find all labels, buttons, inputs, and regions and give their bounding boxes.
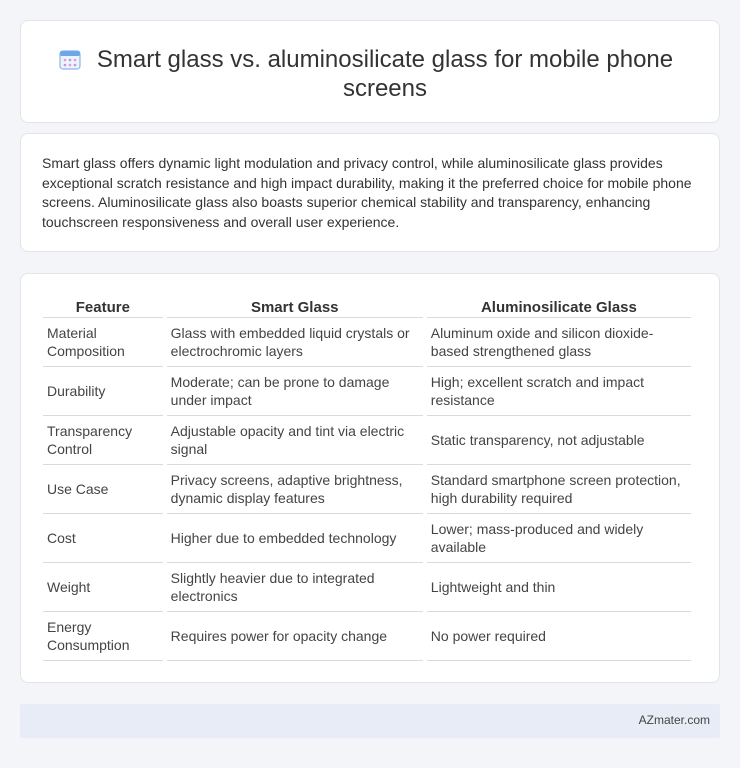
cell-feature: Weight	[43, 563, 163, 612]
table-row	[43, 318, 691, 367]
header-feature: Feature	[43, 296, 163, 318]
cell-feature: Energy Consumption	[43, 612, 163, 661]
cell-aluminosilicate-glass: Lower; mass-produced and widely available	[427, 514, 691, 563]
cell-feature: Cost	[43, 514, 163, 563]
table-row	[43, 514, 691, 563]
cell-aluminosilicate-glass: Standard smartphone screen protection, high durability required	[427, 465, 691, 514]
table-row	[43, 465, 691, 514]
cell-smart-glass: Higher due to embedded technology	[167, 514, 423, 563]
comparison-card	[20, 273, 720, 683]
comparison-table	[39, 296, 695, 661]
cell-aluminosilicate-glass: Static transparency, not adjustable	[427, 416, 691, 465]
cell-aluminosilicate-glass: High; excellent scratch and impact resistance	[427, 367, 691, 416]
title-card	[20, 20, 720, 123]
title-wrap	[21, 45, 719, 103]
cell-smart-glass: Requires power for opacity change	[167, 612, 423, 661]
cell-smart-glass: Adjustable opacity and tint via electric signal	[167, 416, 423, 465]
table-row	[43, 416, 691, 465]
table-row	[43, 612, 691, 661]
table-row	[43, 367, 691, 416]
cell-aluminosilicate-glass: Aluminum oxide and silicon dioxide-based strengthened glass	[427, 318, 691, 367]
cell-feature: Use Case	[43, 465, 163, 514]
cell-smart-glass: Privacy screens, adaptive brightness, dynamic display features	[167, 465, 423, 514]
summary-card	[20, 133, 720, 252]
cell-feature: Material Composition	[43, 318, 163, 367]
header-smart-glass: Smart Glass	[167, 296, 423, 318]
calendar-grid-icon	[59, 49, 81, 71]
cell-feature: Durability	[43, 367, 163, 416]
footer-brand: AZmater.com	[638, 713, 710, 727]
table-row	[43, 563, 691, 612]
header-aluminosilicate-glass: Aluminosilicate Glass	[427, 296, 691, 318]
cell-smart-glass: Glass with embedded liquid crystals or electrochromic layers	[167, 318, 423, 367]
cell-feature: Transparency Control	[43, 416, 163, 465]
summary-text: Smart glass offers dynamic light modulation and privacy control, while aluminosilicate glass provides exceptional scratch resistance and high impact durability, making it the preferred choice for mobile phone screens. Aluminosilicate glass also boasts superior chemical stability and transparency, enhancing touchscreen responsiveness and overall user experience.	[42, 155, 692, 230]
cell-aluminosilicate-glass: No power required	[427, 612, 691, 661]
table-header-row	[43, 296, 691, 318]
cell-smart-glass: Moderate; can be prone to damage under impact	[167, 367, 423, 416]
footer-bar	[20, 704, 720, 738]
page-title: Smart glass vs. aluminosilicate glass for mobile phone screens	[96, 46, 674, 102]
cell-smart-glass: Slightly heavier due to integrated electronics	[167, 563, 423, 612]
cell-aluminosilicate-glass: Lightweight and thin	[427, 563, 691, 612]
